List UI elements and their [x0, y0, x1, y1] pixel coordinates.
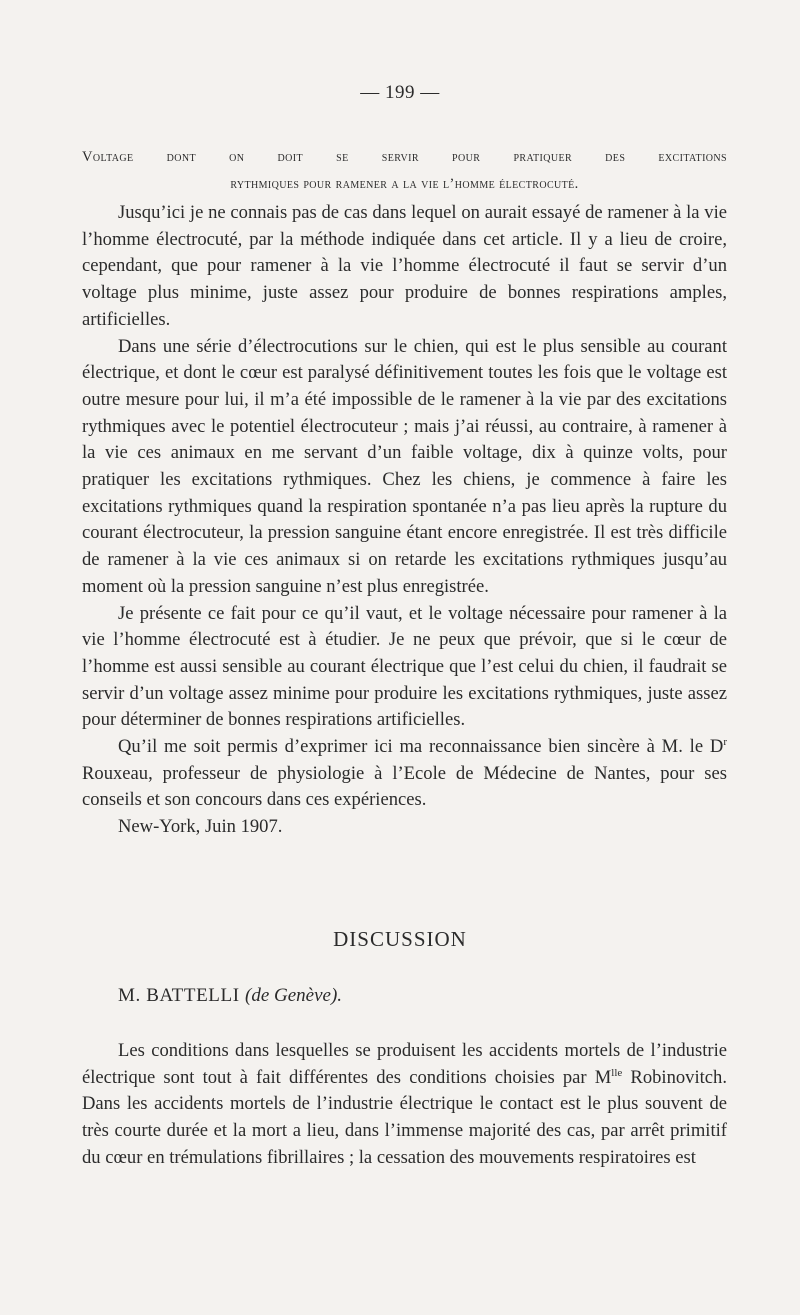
- article-body: [82, 200, 727, 841]
- speaker-place: (de Genève).: [245, 985, 343, 1006]
- section-heading: [82, 144, 727, 198]
- signature: New-York, Juin 1907.: [118, 816, 283, 838]
- discussion-title: DISCUSSION: [333, 927, 467, 951]
- page-number: — 199 —: [360, 82, 440, 103]
- paragraph-thanks: [82, 734, 727, 814]
- discussion-text-before: Les conditions dans lesquelles se produisent les accidents mortels de l’industrie électrique sont tout à fait différentes des conditions choisies par M: [82, 1040, 727, 1088]
- discussion-superscript: lle: [611, 1066, 623, 1079]
- section-heading-line-1: Voltage dont on doit se servir pour pratiquer des excitations: [82, 149, 727, 165]
- discussion-text-after: Robinovitch. Dans les accidents mortels de l’industrie électrique le contact est le plus souvent de très courte durée et la mort a lieu, dans l’immense majorité des cas, par arrêt primitif du cœur en trémulations fibrillaires ; la cessation des mouvements respiratoires est: [82, 1066, 728, 1168]
- speaker-name: M. BATTELLI: [118, 985, 240, 1006]
- speaker-line: [118, 985, 342, 1007]
- paragraph-2: Dans une série d’électrocutions sur le chien, qui est le plus sensible au courant électrique, et dont le cœur est paralysé définitivement toutes les fois que le voltage est outre mesure pour lui, il m’a été impossible de le ramener à la vie par des excitations rythmiques avec le potentiel électrocuteur ; mais j’ai réussi, au contraire, à ramener à la vie ces animaux en me servant d’un faible voltage, dix à quinze volts, pour pratiquer les excitations rythmiques. Chez les chiens, je commence à faire les excitations rythmiques quand la respiration spontanée n’a pas lieu après la rupture du courant électrocuteur, la pression sanguine étant encore enregistrée. Il est très difficile de ramener à la vie ces animaux si on retarde les excitations rythmiques jusqu’au moment où la pression sanguine n’est plus enregistrée.: [82, 335, 727, 597]
- paragraph-1: Jusqu’ici je ne connais pas de cas dans lequel on aurait essayé de ramener à la vie l’homme électrocuté, par la méthode indiquée dans cet article. Il y a lieu de croire, cependant, que pour ramener à la vie l’homme électrocuté il faut se servir d’un voltage plus minime, juste assez pour produire de bonnes respirations amples, artificielles.: [82, 202, 727, 330]
- thanks-superscript: r: [723, 735, 727, 748]
- thanks-text-after: Rouxeau, professeur de physiologie à l’Ecole de Médecine de Nantes, pour ses conseils et son concours dans ces expériences.: [82, 762, 727, 811]
- discussion-paragraph: [82, 1038, 727, 1172]
- section-heading-line-2: rythmiques pour ramener a la vie l’homme électrocuté.: [230, 176, 579, 192]
- paragraph-3: Je présente ce fait pour ce qu’il vaut, et le voltage nécessaire pour ramener à la vie l’homme électrocuté est à étudier. Je ne peux que prévoir, que si le cœur de l’homme est aussi sensible au courant électrique que l’est celui du chien, il faudrait se servir d’un voltage assez minime pour produire les excitations rythmiques, juste assez pour déterminer de bonnes respirations artificielles.: [82, 602, 727, 731]
- thanks-text-before: Qu’il me soit permis d’exprimer ici ma reconnaissance bien sincère à M. le D: [118, 736, 724, 758]
- discussion-body: [82, 1038, 727, 1172]
